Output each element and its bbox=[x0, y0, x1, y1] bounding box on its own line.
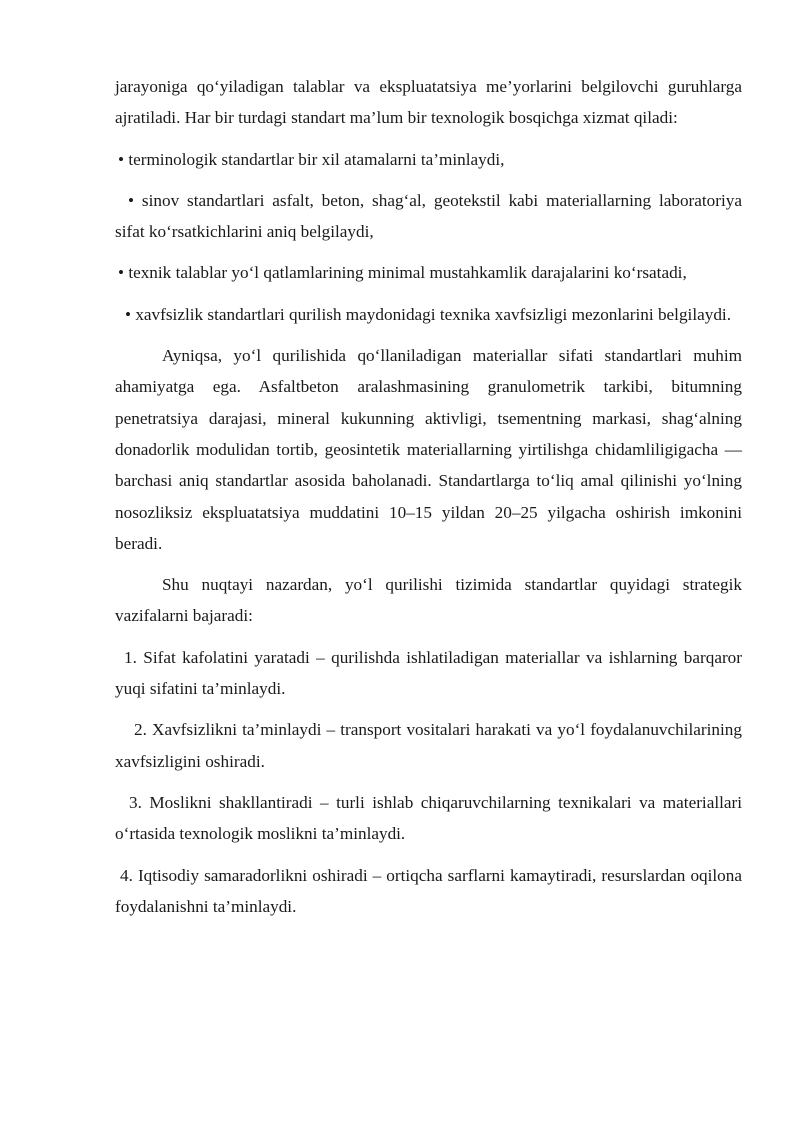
numbered-item-quality: 1. Sifat kafolatini yaratadi – qurilishda ishlatiladigan materiallar va ishlarning barqaror yuqi sifatini ta’minlaydi. bbox=[115, 647, 742, 699]
numbered-item-economy: 4. Iqtisodiy samaradorlikni oshiradi – ortiqcha sarflarni kamaytiradi, resurslardan oqilona foydalanishni ta’minlaydi. bbox=[115, 865, 742, 916]
strategic-tasks-paragraph: Shu nuqtayi nazardan, yo‘l qurilishi tizimida standartlar quyidagi strategik vazifalarni bajaradi: bbox=[115, 575, 742, 626]
document-page bbox=[115, 71, 742, 922]
materials-paragraph: Ayniqsa, yo‘l qurilishida qo‘llaniladigan materiallar sifati standartlari muhim ahamiyatga ega. Asfaltbeton aralashmasining granulometrik tarkibi, bitumning penetratsiya darajasi, mineral kukunning aktivligi, tsementning markasi, shag‘alning donadorlik modulidan tortib, geosintetik materiallarning yirtilishga chidamliligigacha — barchasi aniq standartlar asosida baholanadi. Standartlarga to‘liq amal qilinishi yo‘lning nosozliksiz ekspluatatsiya muddatini 10–15 yildan 20–25 yilgacha oshirish imkonini beradi. bbox=[115, 346, 742, 553]
bullet-technical-requirements: • texnik talablar yo‘l qatlamlarining minimal mustahkamlik darajalarini ko‘rsatadi, bbox=[118, 263, 687, 283]
bullet-terminology: • terminologik standartlar bir xil atamalarni ta’minlaydi, bbox=[118, 149, 505, 169]
numbered-item-compatibility: 3. Moslikni shakllantiradi – turli ishlab chiqaruvchilarning texnikalari va materiallari o‘rtasida texnologik moslikni ta’minlaydi. bbox=[115, 792, 742, 844]
intro-paragraph: jarayoniga qo‘yiladigan talablar va ekspluatatsiya me’yorlarini belgilovchi guruhlarga ajratiladi. Har bir turdagi standart ma’lum bir texnologik bosqichga xizmat qiladi: bbox=[115, 77, 742, 128]
numbered-item-safety: 2. Xavfsizlikni ta’minlaydi – transport vositalari harakati va yo‘l foydalanuvchilarining xavfsizligini oshiradi. bbox=[115, 720, 742, 771]
bullet-testing-standards: • sinov standartlari asfalt, beton, shag‘al, geotekstil kabi materiallarning laboratoriya sifat ko‘rsatkichlarini aniq belgilaydi, bbox=[115, 190, 742, 242]
bullet-safety-standards: • xavfsizlik standartlari qurilish maydonidagi texnika xavfsizligi mezonlarini belgilaydi. bbox=[125, 304, 731, 324]
